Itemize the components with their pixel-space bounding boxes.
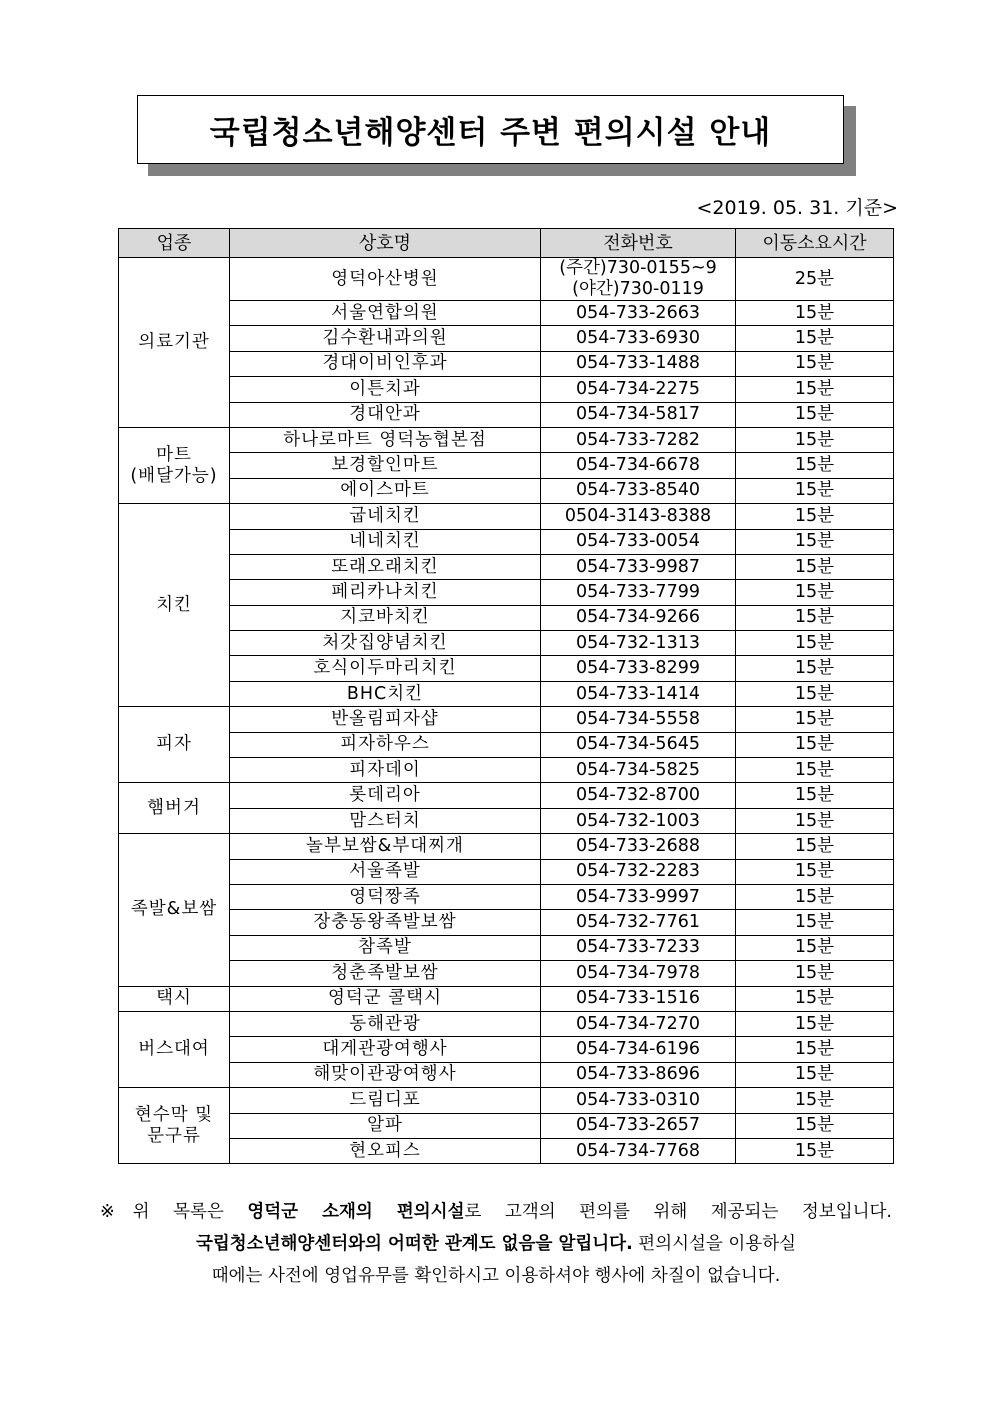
business-name: 호식이두마리치킨 <box>230 656 541 681</box>
phone-number <box>541 732 736 757</box>
table-row <box>119 884 894 909</box>
business-name: 참족발 <box>230 935 541 960</box>
table-row <box>119 580 894 605</box>
table-row <box>119 935 894 960</box>
category-label-line-2: (배달가능) <box>130 465 218 486</box>
travel-time: 15분 <box>736 808 894 833</box>
phone-number <box>541 834 736 859</box>
table-row <box>119 681 894 706</box>
category-cell <box>119 783 230 834</box>
travel-time: 15분 <box>736 961 894 986</box>
travel-time: 15분 <box>736 1037 894 1062</box>
phone-number <box>541 605 736 630</box>
phone-number <box>541 631 736 656</box>
phone-number <box>541 478 736 503</box>
note-text: ※위 목록은 <box>100 1202 248 1222</box>
phone-number <box>541 935 736 960</box>
travel-time: 15분 <box>736 1088 894 1113</box>
header-travel-time: 이동소요시간 <box>736 229 894 258</box>
table-row <box>119 656 894 681</box>
travel-time: 15분 <box>736 326 894 351</box>
travel-time: 15분 <box>736 707 894 732</box>
travel-time: 15분 <box>736 681 894 706</box>
phone-text: 054-733-8540 <box>576 480 700 501</box>
phone-number <box>541 1138 736 1163</box>
phone-text: 054-732-1313 <box>576 632 700 653</box>
header-business-name: 상호명 <box>230 229 541 258</box>
phone-number <box>541 961 736 986</box>
travel-time: 25분 <box>736 258 894 301</box>
business-name: 네네치킨 <box>230 529 541 554</box>
phone-number <box>541 986 736 1011</box>
footer-note <box>100 1196 892 1292</box>
business-name: 김수환내과의원 <box>230 326 541 351</box>
phone-number <box>541 681 736 706</box>
phone-text: 0504-3143-8388 <box>564 505 712 526</box>
business-name: 영덕짱족 <box>230 884 541 909</box>
travel-time: 15분 <box>736 732 894 757</box>
phone-text: 054-733-1516 <box>576 988 700 1009</box>
phone-number <box>541 910 736 935</box>
table-row <box>119 910 894 935</box>
travel-time: 15분 <box>736 1113 894 1138</box>
phone-number <box>541 758 736 783</box>
phone-text: 054-734-9266 <box>576 607 700 628</box>
table-row <box>119 427 894 452</box>
note-emphasis: 영덕군 소재의 편의시설 <box>247 1202 465 1222</box>
phone-text: 054-732-2283 <box>576 861 700 882</box>
travel-time: 15분 <box>736 656 894 681</box>
phone-number <box>541 554 736 579</box>
business-name: 지코바치킨 <box>230 605 541 630</box>
travel-time: 15분 <box>736 1062 894 1087</box>
business-name: 이튼치과 <box>230 377 541 402</box>
travel-time: 15분 <box>736 859 894 884</box>
phone-number <box>541 1011 736 1036</box>
business-name: 놀부보쌈&부대찌개 <box>230 834 541 859</box>
phone-text: 054-734-6678 <box>576 455 700 476</box>
phone-text: 054-734-6196 <box>576 1039 700 1060</box>
business-name: 서울족발 <box>230 859 541 884</box>
phone-text: 054-733-7799 <box>576 581 700 602</box>
business-name: 맘스터치 <box>230 808 541 833</box>
table-row <box>119 504 894 529</box>
travel-time: 15분 <box>736 986 894 1011</box>
business-name: 동해관광 <box>230 1011 541 1036</box>
category-label: 마트 <box>156 444 192 465</box>
phone-number <box>541 301 736 326</box>
business-name: 영덕군 콜택시 <box>230 986 541 1011</box>
phone-text: 054-733-2657 <box>576 1115 700 1136</box>
category-label: 족발&보쌈 <box>130 899 218 920</box>
business-name: 청춘족발보쌈 <box>230 961 541 986</box>
table-row <box>119 783 894 808</box>
table-row <box>119 554 894 579</box>
phone-number <box>541 1062 736 1087</box>
business-name: 드림디포 <box>230 1088 541 1113</box>
category-cell <box>119 1011 230 1087</box>
travel-time: 15분 <box>736 758 894 783</box>
category-cell <box>119 427 230 503</box>
travel-time: 15분 <box>736 554 894 579</box>
table-row <box>119 453 894 478</box>
travel-time: 15분 <box>736 529 894 554</box>
business-name: 서울연합의원 <box>230 301 541 326</box>
phone-text: 054-734-7768 <box>576 1140 700 1161</box>
phone-number <box>541 656 736 681</box>
travel-time: 15분 <box>736 351 894 376</box>
business-name: 대게관광여행사 <box>230 1037 541 1062</box>
business-name: 경대이비인후과 <box>230 351 541 376</box>
phone-number <box>541 808 736 833</box>
business-name: 피자데이 <box>230 758 541 783</box>
phone-number <box>541 1088 736 1113</box>
phone-text: 054-732-8700 <box>576 785 700 806</box>
business-name: 또래오래치킨 <box>230 554 541 579</box>
travel-time: 15분 <box>736 402 894 427</box>
phone-text: 054-734-5825 <box>576 759 700 780</box>
business-name: 피자하우스 <box>230 732 541 757</box>
table-row <box>119 301 894 326</box>
phone-number <box>541 1037 736 1062</box>
business-name: 페리카나치킨 <box>230 580 541 605</box>
phone-number <box>541 377 736 402</box>
phone-text: 054-733-7282 <box>576 429 700 450</box>
phone-number <box>541 580 736 605</box>
business-name: 처갓집양념치킨 <box>230 631 541 656</box>
travel-time: 15분 <box>736 783 894 808</box>
category-cell <box>119 707 230 783</box>
note-line-2 <box>100 1228 892 1260</box>
travel-time: 15분 <box>736 631 894 656</box>
header-category: 업종 <box>119 229 230 258</box>
travel-time: 15분 <box>736 1138 894 1163</box>
phone-text: 054-733-8299 <box>576 658 700 679</box>
phone-text: 054-734-2275 <box>576 378 700 399</box>
business-name: 하나로마트 영덕농협본점 <box>230 427 541 452</box>
travel-time: 15분 <box>736 834 894 859</box>
table-row <box>119 351 894 376</box>
note-text: 편의시설을 이용하실 <box>632 1234 797 1254</box>
reference-date: <2019. 05. 31. 기준> <box>696 197 898 219</box>
phone-text: 054-733-6930 <box>576 328 700 349</box>
travel-time: 15분 <box>736 1011 894 1036</box>
category-label: 햄버거 <box>147 797 201 818</box>
note-line-1 <box>100 1196 892 1228</box>
phone-text: (주간)730-0155~9 <box>559 258 717 278</box>
table-row <box>119 808 894 833</box>
table-row <box>119 1062 894 1087</box>
phone-number <box>541 453 736 478</box>
phone-number <box>541 529 736 554</box>
table-row <box>119 478 894 503</box>
table-row <box>119 326 894 351</box>
table-row <box>119 707 894 732</box>
header-phone: 전화번호 <box>541 229 736 258</box>
travel-time: 15분 <box>736 935 894 960</box>
phone-text: 054-733-1488 <box>576 353 700 374</box>
phone-text: 054-734-7270 <box>576 1013 700 1034</box>
note-emphasis: 국립청소년해양센터와의 어떠한 관계도 없음을 알립니다. <box>195 1234 633 1254</box>
travel-time: 15분 <box>736 884 894 909</box>
phone-text: 054-733-8696 <box>576 1064 700 1085</box>
phone-text-line-2: (야간)730-0119 <box>572 279 704 299</box>
phone-number <box>541 783 736 808</box>
phone-text: 054-733-2688 <box>576 835 700 856</box>
phone-number <box>541 427 736 452</box>
travel-time: 15분 <box>736 301 894 326</box>
travel-time: 15분 <box>736 427 894 452</box>
category-cell <box>119 504 230 707</box>
category-label-line-2: 문구류 <box>147 1125 201 1146</box>
phone-number <box>541 859 736 884</box>
table-row <box>119 605 894 630</box>
facility-table <box>118 228 894 1164</box>
business-name: 보경할인마트 <box>230 453 541 478</box>
phone-text: 054-733-9987 <box>576 556 700 577</box>
table-row <box>119 859 894 884</box>
phone-number <box>541 351 736 376</box>
business-name: 영덕아산병원 <box>230 258 541 301</box>
title-box <box>137 95 844 164</box>
table-row <box>119 402 894 427</box>
business-name: 알파 <box>230 1113 541 1138</box>
table-row <box>119 258 894 301</box>
phone-text: 054-733-0054 <box>576 531 700 552</box>
phone-text: 054-734-5817 <box>576 404 700 425</box>
phone-text: 054-733-0310 <box>576 1089 700 1110</box>
travel-time: 15분 <box>736 453 894 478</box>
business-name: 굽네치킨 <box>230 504 541 529</box>
note-text: 로 고객의 편의를 위해 제공되는 정보입니다. <box>464 1202 892 1222</box>
travel-time: 15분 <box>736 478 894 503</box>
phone-text: 054-733-9997 <box>576 886 700 907</box>
table-row <box>119 1037 894 1062</box>
business-name: 롯데리아 <box>230 783 541 808</box>
phone-text: 054-734-5645 <box>576 734 700 755</box>
category-cell <box>119 1088 230 1164</box>
business-name: 현오피스 <box>230 1138 541 1163</box>
category-cell <box>119 258 230 428</box>
phone-number <box>541 707 736 732</box>
business-name: 장충동왕족발보쌈 <box>230 910 541 935</box>
travel-time: 15분 <box>736 377 894 402</box>
category-cell <box>119 986 230 1011</box>
table-row <box>119 1011 894 1036</box>
business-name: 에이스마트 <box>230 478 541 503</box>
business-name: 반올림피자샵 <box>230 707 541 732</box>
category-label: 피자 <box>156 734 192 755</box>
page-title: 국립청소년해양센터 주변 편의시설 안내 <box>209 115 772 151</box>
table-row <box>119 986 894 1011</box>
table-row <box>119 631 894 656</box>
category-label: 치킨 <box>156 594 192 615</box>
table-row <box>119 1113 894 1138</box>
note-line-3: 때에는 사전에 영업유무를 확인하시고 이용하셔야 행사에 차질이 없습니다. <box>211 1266 781 1286</box>
table-header-row <box>119 229 894 258</box>
category-label: 택시 <box>156 988 192 1009</box>
travel-time: 15분 <box>736 580 894 605</box>
category-label: 현수막 및 <box>134 1104 214 1125</box>
phone-number <box>541 326 736 351</box>
phone-number <box>541 504 736 529</box>
phone-text: 054-733-1414 <box>576 683 700 704</box>
table-row <box>119 758 894 783</box>
table-row <box>119 377 894 402</box>
phone-text: 054-732-1003 <box>576 810 700 831</box>
business-name: 경대안과 <box>230 402 541 427</box>
category-cell <box>119 834 230 986</box>
phone-text: 054-733-2663 <box>576 302 700 323</box>
phone-number <box>541 258 736 301</box>
travel-time: 15분 <box>736 504 894 529</box>
table-row <box>119 834 894 859</box>
table-body <box>119 258 894 1164</box>
phone-text: 054-734-7978 <box>576 962 700 983</box>
phone-number <box>541 402 736 427</box>
table-row <box>119 732 894 757</box>
travel-time: 15분 <box>736 910 894 935</box>
category-label: 버스대여 <box>138 1039 210 1060</box>
phone-text: 054-734-5558 <box>576 708 700 729</box>
phone-text: 054-732-7761 <box>576 912 700 933</box>
business-name: 해맞이관광여행사 <box>230 1062 541 1087</box>
table-row <box>119 529 894 554</box>
table-row <box>119 961 894 986</box>
phone-number <box>541 884 736 909</box>
table-row <box>119 1138 894 1163</box>
phone-text: 054-733-7233 <box>576 937 700 958</box>
business-name: BHC치킨 <box>230 681 541 706</box>
table-row <box>119 1088 894 1113</box>
category-label: 의료기관 <box>138 331 210 352</box>
travel-time: 15분 <box>736 605 894 630</box>
phone-number <box>541 1113 736 1138</box>
